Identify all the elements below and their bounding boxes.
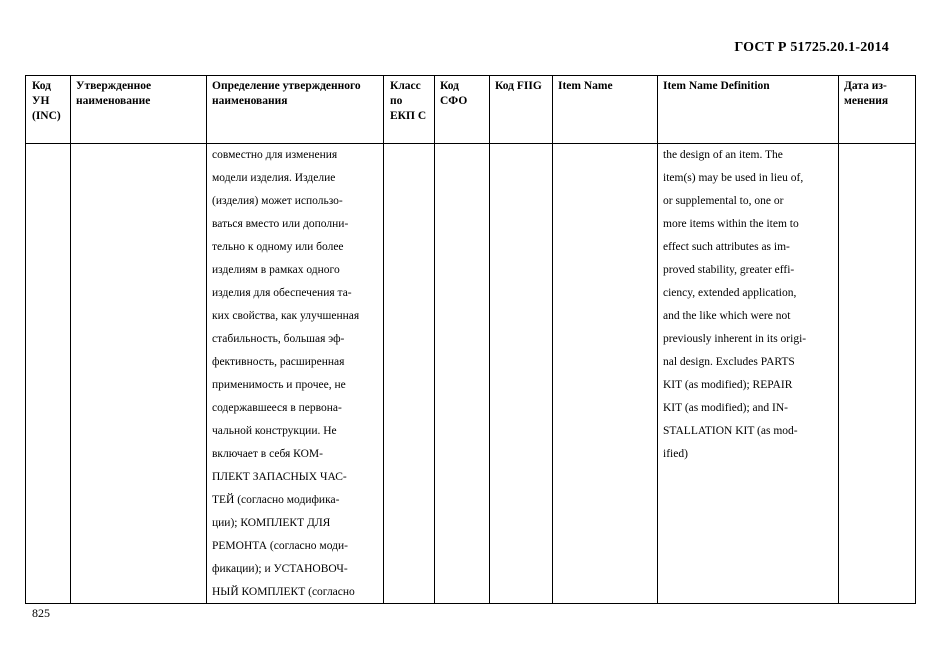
classification-table: [25, 75, 916, 604]
column-divider: [838, 76, 839, 603]
header-change-date: Дата из-менения: [844, 80, 889, 107]
definition-cell: [212, 144, 359, 604]
item-name-definition-line: nal design. Excludes PARTS: [663, 356, 795, 368]
definition-line: фективность, расширенная: [212, 356, 345, 368]
definition-line: РЕМОНТА (согласно моди-: [212, 540, 348, 552]
item-name-definition-line: previously inherent in its origi-: [663, 333, 807, 345]
definition-line: ции); КОМПЛЕКТ ДЛЯ: [212, 517, 331, 529]
item-name-definition-cell: [663, 144, 806, 466]
definition-line: ких свойства, как улучшенная: [212, 310, 360, 322]
header-ekps-class: Класс по ЕКП С: [390, 80, 427, 122]
item-name-definition-line: effect such attributes as im-: [663, 241, 790, 253]
column-divider: [657, 76, 658, 603]
definition-line: совместно для изменения: [212, 149, 338, 161]
item-name-definition-line: ciency, extended application,: [663, 287, 797, 299]
column-divider: [70, 76, 71, 603]
header-definition: Определение утвержденного наименования: [212, 80, 361, 107]
column-divider: [434, 76, 435, 603]
item-name-definition-line: or supplemental to, one or: [663, 195, 784, 207]
definition-line: фикации); и УСТАНОВОЧ-: [212, 563, 348, 575]
header-code-un: Код УН (INC): [32, 80, 61, 122]
definition-line: ПЛЕКТ ЗАПАСНЫХ ЧАС-: [212, 471, 347, 483]
standard-code: ГОСТ Р 51725.20.1-2014: [734, 40, 889, 55]
column-divider: [206, 76, 207, 603]
page-number: 825: [32, 606, 50, 620]
item-name-definition-line: KIT (as modified); REPAIR: [663, 379, 793, 391]
definition-line: содержавшееся в первона-: [212, 402, 342, 414]
definition-line: применимость и прочее, не: [212, 379, 346, 391]
header-item-name-definition: Item Name Definition: [663, 80, 770, 92]
definition-line: ваться вместо или дополни-: [212, 218, 349, 230]
header-item-name: Item Name: [558, 80, 613, 92]
item-name-definition-line: proved stability, greater effi-: [663, 264, 795, 276]
column-divider: [383, 76, 384, 603]
definition-line: НЫЙ КОМПЛЕКТ (согласно: [212, 586, 355, 598]
item-name-definition-line: item(s) may be used in lieu of,: [663, 172, 804, 184]
definition-line: изделия для обеспечения та-: [212, 287, 352, 299]
item-name-definition-line: KIT (as modified); and IN-: [663, 402, 788, 414]
definition-line: модели изделия. Изделие: [212, 172, 336, 184]
item-name-definition-line: STALLATION KIT (as mod-: [663, 425, 798, 437]
definition-line: тельно к одному или более: [212, 241, 344, 253]
header-approved-name: Утвержденное наименование: [76, 80, 152, 107]
item-name-definition-line: more items within the item to: [663, 218, 799, 230]
item-name-definition-line: ified): [663, 448, 688, 460]
definition-line: чальной конструкции. Не: [212, 425, 337, 437]
definition-line: (изделия) может использо-: [212, 195, 343, 207]
header-sfo-code: Код СФО: [440, 80, 468, 107]
definition-line: ТЕЙ (согласно модифика-: [212, 494, 340, 506]
item-name-definition-line: the design of an item. The: [663, 149, 783, 161]
definition-line: стабильность, большая эф-: [212, 333, 345, 345]
header-fiig-code: Код FIIG: [495, 80, 542, 92]
definition-line: изделиям в рамках одного: [212, 264, 340, 276]
column-divider: [489, 76, 490, 603]
item-name-definition-line: and the like which were not: [663, 310, 791, 322]
definition-line: включает в себя КОМ-: [212, 448, 323, 460]
column-divider: [552, 76, 553, 603]
